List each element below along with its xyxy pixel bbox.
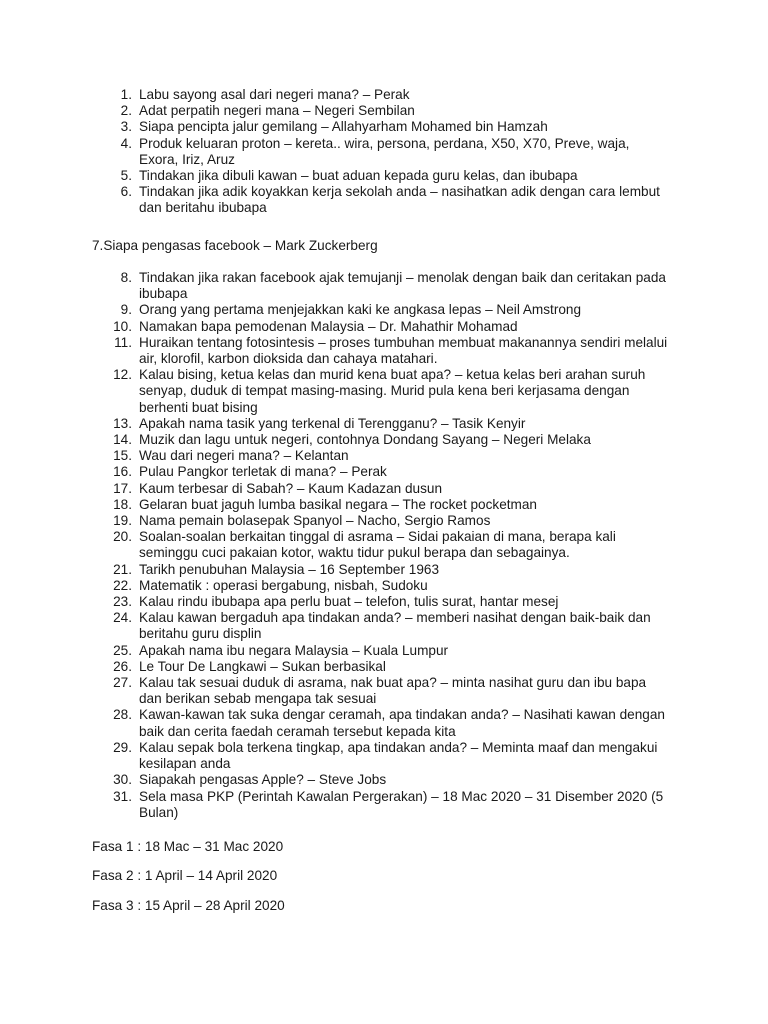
item-number: 6.	[120, 184, 132, 200]
list-item	[0, 367, 768, 416]
item-number: 5.	[120, 168, 132, 184]
item-number: 14.	[113, 432, 132, 448]
question-list-b	[0, 270, 768, 821]
item-number: 2.	[120, 103, 132, 119]
item-text: Siapa pencipta jalur gemilang – Allahyarham Mohamed bin Hamzah	[139, 119, 548, 135]
list-item	[0, 675, 768, 707]
list-item	[0, 302, 768, 318]
item-text: Produk keluaran proton – kereta.. wira, persona, perdana, X50, X70, Preve, waja, Exora, Iriz, Aruz	[139, 135, 630, 167]
item-text: Pulau Pangkor terletak di mana? – Perak	[139, 464, 387, 480]
list-item	[0, 481, 768, 497]
item-text: Tindakan jika dibuli kawan – buat aduan kepada guru kelas, dan ibubapa	[139, 168, 578, 184]
item-number: 4.	[120, 135, 132, 151]
list-item	[0, 335, 768, 367]
list-item	[0, 168, 768, 184]
question-list-a	[0, 87, 768, 217]
item-text: Labu sayong asal dari negeri mana? – Perak	[139, 87, 410, 102]
list-item	[0, 319, 768, 335]
list-item	[0, 643, 768, 659]
item-text: Namakan bapa pemodenan Malaysia – Dr. Mahathir Mohamad	[139, 318, 518, 334]
list-item	[0, 740, 768, 772]
item-text: Kawan-kawan tak suka dengar ceramah, apa tindakan anda? – Nasihati kawan dengan baik dan cerita faedah ceramah tersebut kepada kita	[139, 707, 665, 739]
item-text: Nama pemain bolasepak Spanyol – Nacho, Sergio Ramos	[139, 513, 491, 529]
item-text: Le Tour De Langkawi – Sukan berbasikal	[139, 658, 386, 674]
item-number: 20.	[113, 529, 132, 545]
item-number: 18.	[113, 496, 132, 512]
item-text: Wau dari negeri mana? – Kelantan	[139, 448, 349, 464]
item-text: Kalau tak sesuai duduk di asrama, nak buat apa? – minta nasihat guru dan ibu bapa dan berikan sebab mengapa tak sesuai	[139, 675, 647, 707]
list-item	[0, 659, 768, 675]
item-number: 13.	[113, 415, 132, 431]
list-item	[0, 529, 768, 561]
item-text: Matematik : operasi bergabung, nisbah, Sudoku	[139, 577, 428, 593]
item-text: Gelaran buat jaguh lumba basikal negara – The rocket pocketman	[139, 496, 537, 512]
item-number: 8.	[120, 270, 132, 285]
item-number: 30.	[113, 772, 132, 788]
item-number: 23.	[113, 594, 132, 610]
list-item	[0, 184, 768, 216]
item-number: 29.	[113, 739, 132, 755]
item-number: 19.	[113, 513, 132, 529]
item-text: Orang yang pertama menjejakkan kaki ke angkasa lepas – Neil Amstrong	[139, 302, 582, 318]
list-item	[0, 789, 768, 821]
list-item	[0, 119, 768, 135]
list-item	[0, 464, 768, 480]
item-text: Kalau sepak bola terkena tingkap, apa tindakan anda? – Meminta maaf dan mengakui kesilapan anda	[139, 739, 658, 772]
fasa-2-line: Fasa 2 : 1 April – 14 April 2020	[92, 868, 278, 883]
item-number: 12.	[113, 367, 132, 383]
list-item	[0, 103, 768, 119]
list-item	[0, 270, 768, 302]
item-number: 24.	[113, 610, 132, 626]
item-text: Tindakan jika rakan facebook ajak temujanji – menolak dengan baik dan ceritakan pada ibubapa	[139, 270, 666, 302]
item-number: 15.	[113, 448, 132, 464]
item-number: 25.	[113, 642, 132, 658]
fasa-3-line: Fasa 3 : 15 April – 28 April 2020	[92, 898, 285, 913]
paragraph-question-7: 7.Siapa pengasas facebook – Mark Zuckerberg	[92, 238, 378, 253]
item-number: 16.	[113, 464, 132, 480]
item-number: 9.	[120, 302, 132, 318]
item-text: Kaum terbesar di Sabah? – Kaum Kadazan dusun	[139, 480, 443, 496]
list-item	[0, 610, 768, 642]
item-number: 11.	[114, 334, 132, 350]
item-number: 27.	[113, 675, 132, 691]
item-text: Tindakan jika adik koyakkan kerja sekolah anda – nasihatkan adik dengan cara lembut dan beritahu ibubapa	[139, 184, 660, 216]
list-item	[0, 594, 768, 610]
item-number: 1.	[120, 87, 132, 102]
list-item	[0, 497, 768, 513]
item-text: Sela masa PKP (Perintah Kawalan Pergerakan) – 18 Mac 2020 – 31 Disember 2020 (5 Bulan)	[139, 788, 664, 820]
item-text: Siapakah pengasas Apple? – Steve Jobs	[139, 772, 387, 788]
item-text: Apakah nama tasik yang terkenal di Terengganu? – Tasik Kenyir	[139, 415, 526, 431]
item-number: 26.	[113, 658, 132, 674]
item-text: Kalau kawan bergaduh apa tindakan anda? – memberi nasihat dengan baik-baik dan beritahu guru displin	[139, 610, 651, 642]
list-item	[0, 513, 768, 529]
list-item	[0, 562, 768, 578]
list-item	[0, 772, 768, 788]
item-number: 22.	[113, 577, 132, 593]
item-number: 31.	[113, 788, 132, 804]
item-text: Muzik dan lagu untuk negeri, contohnya Dondang Sayang – Negeri Melaka	[139, 432, 591, 448]
item-text: Soalan-soalan berkaitan tinggal di asrama – Sidai pakaian di mana, berapa kali seminggu cuci pakaian kotor, waktu tidur pukul berapa dan sebagainya.	[139, 529, 616, 561]
item-number: 3.	[120, 119, 132, 135]
item-number: 28.	[113, 707, 132, 723]
item-number: 21.	[113, 561, 132, 577]
item-text: Tarikh penubuhan Malaysia – 16 September 1963	[139, 561, 440, 577]
list-item	[0, 416, 768, 432]
item-number: 17.	[113, 480, 132, 496]
list-item	[0, 136, 768, 168]
list-item	[0, 578, 768, 594]
fasa-1-line: Fasa 1 : 18 Mac – 31 Mac 2020	[92, 839, 284, 854]
item-text: Apakah nama ibu negara Malaysia – Kuala Lumpur	[139, 642, 449, 658]
item-text: Huraikan tentang fotosintesis – proses tumbuhan membuat makanannya sendiri melalui air, klorofil, karbon dioksida dan cahaya matahari.	[139, 334, 668, 367]
list-item	[0, 707, 768, 739]
item-text: Kalau rindu ibubapa apa perlu buat – telefon, tulis surat, hantar mesej	[139, 594, 559, 610]
list-item	[0, 448, 768, 464]
list-item	[0, 87, 768, 103]
list-item	[0, 432, 768, 448]
item-text: Kalau bising, ketua kelas dan murid kena buat apa? – ketua kelas beri arahan suruh senyap, duduk di tempat masing-masing. Murid pula kena beri kerjasama dengan berhenti buat bising	[139, 367, 646, 415]
item-text: Adat perpatih negeri mana – Negeri Sembilan	[139, 103, 415, 119]
item-number: 10.	[113, 318, 132, 334]
